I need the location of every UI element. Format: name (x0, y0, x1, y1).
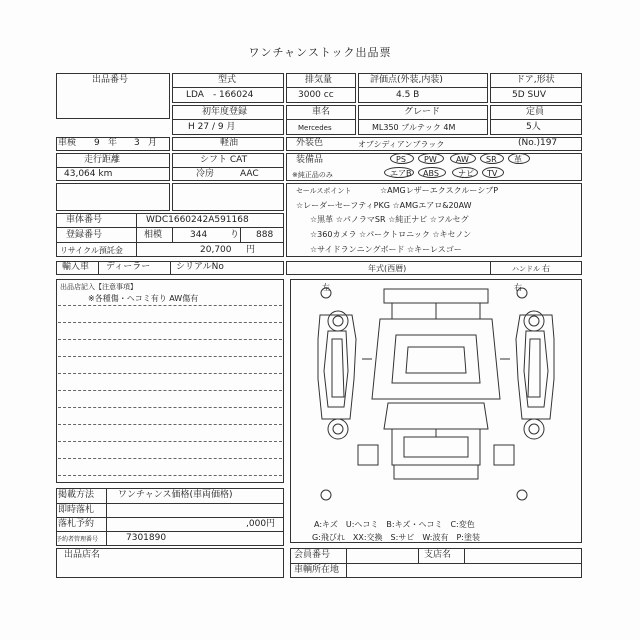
model-label: 型式 (218, 75, 237, 85)
method-value: ワンチャンス価格(車両価格) (118, 490, 233, 500)
equipment-navi: ナビ (458, 169, 474, 178)
method-label: 掲載方法 (58, 490, 95, 500)
handle-label: ハンドル (512, 265, 540, 273)
lot-number-label: 出品番号 (92, 75, 129, 85)
mileage-label: 走行距離 (84, 155, 121, 165)
grade-label: グレード (404, 107, 441, 117)
inspection-year-unit: 年 (108, 138, 118, 148)
equipment-abs: ABS (423, 169, 439, 178)
car-outline-diagram (292, 279, 580, 513)
vin-value: WDC1660242A591168 (146, 215, 249, 225)
equipment-tv: TV (487, 169, 498, 178)
capacity-label: 定員 (526, 107, 545, 117)
notes-line-1: ※各種傷・ヘコミ有り AW傷有 (88, 294, 199, 303)
notes-box (56, 279, 284, 483)
sales-point-line-4: ☆360カメラ ☆パークトロニック ☆キセノン (310, 230, 472, 239)
score-value: 4.5 B (396, 90, 420, 100)
recycle-value: 20,700 (200, 245, 232, 255)
first-registration-value: H 27 / 9 月 (188, 122, 236, 132)
legend-line-2: G:飛びれ XX:交換 S:サビ W:波有 P:塗装 (312, 533, 480, 542)
equipment-label: 装備品 (296, 155, 324, 165)
plate-number: 888 (256, 230, 274, 240)
model-value: LDA - 166024 (186, 90, 254, 100)
shop-name-label: 出品店名 (64, 550, 101, 560)
ac-value: AAC (240, 169, 259, 179)
diagram-left-label: 左 (322, 283, 330, 292)
handle-value: 右 (542, 264, 550, 273)
displacement-label: 排気量 (305, 75, 333, 85)
sales-point-line-3: ☆黒革 ☆パノラマSR ☆純正ナビ ☆フルセグ (310, 215, 469, 224)
inspection-month-unit: 月 (148, 138, 158, 148)
location-label: 車輌所在地 (294, 565, 340, 575)
serial-label: シリアルNo (176, 262, 224, 272)
sheet-title: ワンチャンストック出品票 (248, 46, 392, 59)
displacement-value: 3000 cc (298, 90, 334, 100)
color-value: オブシディアンブラック (358, 140, 445, 149)
plate-kana: り (230, 230, 240, 240)
capacity-value: 5人 (526, 122, 541, 132)
instant-label: 即時落札 (58, 505, 95, 515)
equipment-aw: AW (456, 155, 469, 164)
ac-label: 冷房 (196, 169, 215, 179)
equipment-ps: PS (396, 155, 406, 164)
member-number-value: 7301890 (126, 533, 167, 543)
blank-box-middle (172, 183, 284, 211)
fuel-value: 軽油 (220, 138, 239, 148)
equipment-airbag: エアB (390, 169, 412, 178)
color-number: (No.)197 (518, 138, 558, 148)
inspection-month: 3 (134, 138, 140, 148)
inspection-label: 車検 (58, 138, 77, 148)
model-year-label: 年式(西暦) (368, 264, 407, 273)
maker-value: Mercedes (298, 124, 332, 132)
import-value: ディーラー (106, 262, 151, 272)
sales-point-line-2: ☆レーダーセーフティPKG ☆AMGエアロ&20AW (296, 201, 472, 210)
door-label: ドア,形状 (516, 75, 555, 85)
score-label: 評価点(外装,内装) (370, 75, 443, 85)
inspection-year: 9 (94, 138, 100, 148)
color-label: 外装色 (296, 138, 324, 148)
branch-label: 支店名 (424, 550, 452, 560)
diagram-right-label: 右 (514, 283, 522, 292)
shift-value: シフト CAT (200, 155, 248, 165)
plate-label: 登録番号 (66, 230, 103, 240)
maker-label: 車名 (312, 107, 331, 117)
mileage-value: 43,064 km (64, 169, 113, 179)
blank-box-left (56, 183, 170, 211)
equipment-note: ※純正品のみ (292, 171, 333, 179)
notes-header: 出品店記入【注意事項】 (60, 283, 137, 291)
sales-point-line-5: ☆サイドランニングボード ☆キーレスゴー (310, 245, 462, 254)
member-number-label: 予約者管理番号 (56, 536, 99, 543)
plate-region: 相模 (144, 230, 163, 240)
plate-class: 344 (190, 230, 208, 240)
equipment-leather: 革 (514, 155, 522, 164)
reserve-value: ,000円 (246, 519, 276, 529)
member-label: 会員番号 (294, 550, 331, 560)
equipment-pw: PW (424, 155, 437, 164)
import-label: 輸入車 (62, 262, 90, 272)
recycle-unit: 円 (246, 245, 256, 255)
grade-value: ML350 ブルテック 4M (372, 123, 456, 132)
first-registration-label: 初年度登録 (202, 107, 248, 117)
recycle-label: リサイクル預託金 (60, 246, 123, 255)
legend-line-1: A:キズ U:ヘコミ B:キズ・ヘコミ C:変色 (314, 520, 475, 529)
door-value: 5D SUV (512, 90, 546, 100)
equipment-sr: SR (486, 155, 497, 164)
sales-points-label: セールスポイント (296, 187, 352, 195)
reserve-label: 落札予約 (58, 519, 95, 529)
vin-label: 車体番号 (66, 215, 103, 225)
sales-point-line-1: ☆AMGレザーエクスクルーシブP (380, 186, 499, 195)
